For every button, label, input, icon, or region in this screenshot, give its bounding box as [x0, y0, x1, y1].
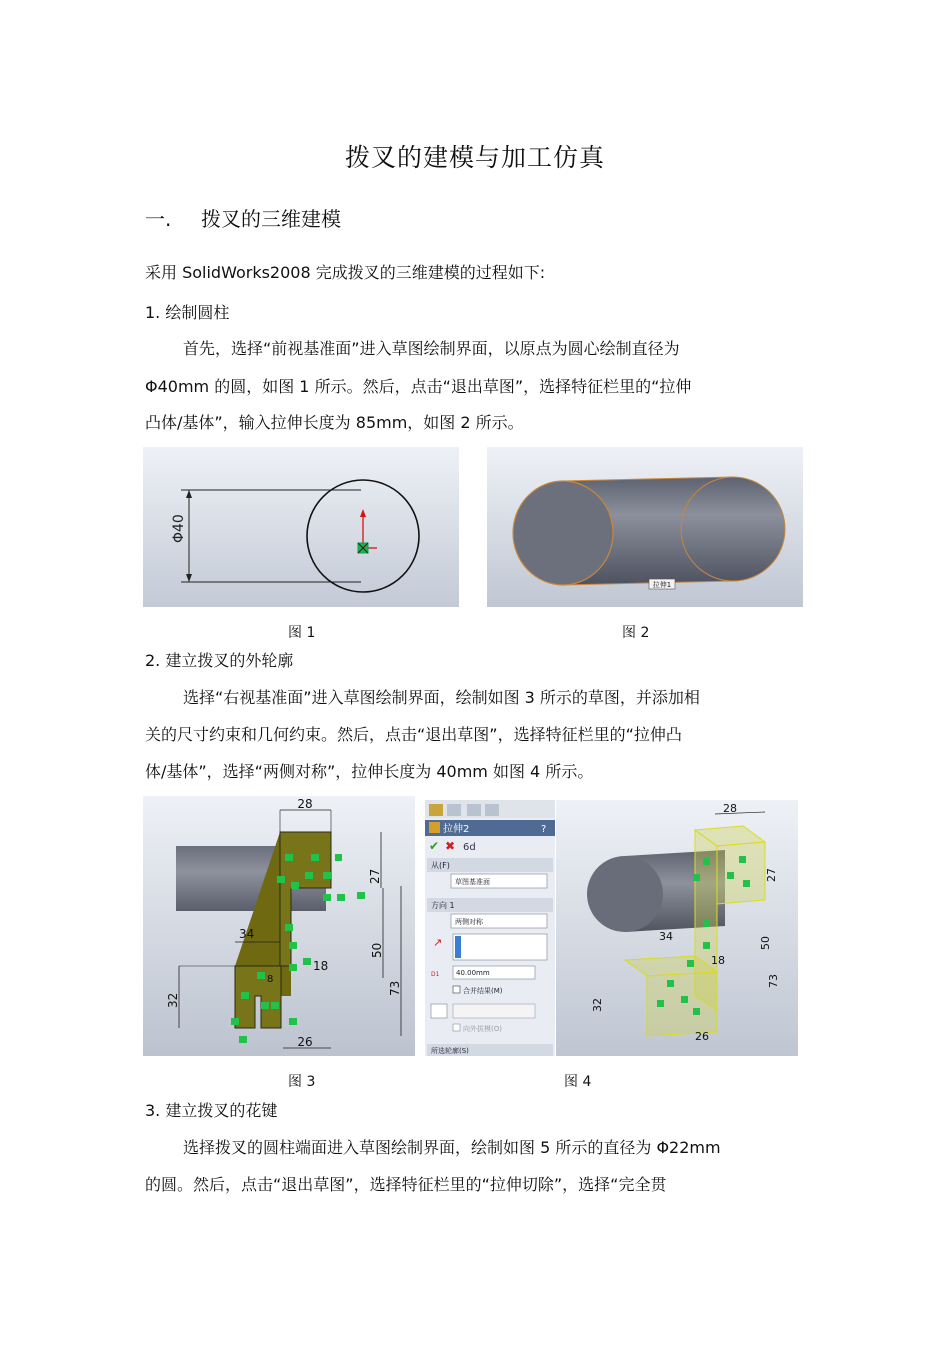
step1-heading: 1. 绘制圆柱 — [145, 303, 230, 322]
preview-icon[interactable]: 6d — [463, 842, 476, 853]
from-section-label: 从(F) — [431, 861, 450, 870]
section-heading — [145, 203, 341, 232]
step2-line: 体/基体”，选择“两侧对称”，拉伸长度为 40mm 如图 4 所示。 — [145, 762, 594, 781]
feature-tag: 拉伸1 — [652, 581, 672, 589]
panel-help: ? — [541, 824, 547, 835]
dim-low: 32 — [166, 992, 180, 1008]
dim-left: 34 — [239, 927, 255, 941]
section-title: 拨叉的三维建模 — [201, 207, 341, 231]
dim-total: 73 — [767, 974, 780, 988]
figure-3-outline-sketch — [143, 796, 415, 1056]
ok-check-icon[interactable]: ✔ — [429, 839, 440, 853]
merge-result-label: 合并结果(M) — [463, 987, 503, 995]
selected-contours-label: 所选轮廓(S) — [431, 1047, 469, 1055]
dim-top: 28 — [723, 802, 737, 815]
step1-line: Φ40mm 的圆，如图 1 所示。然后，点击“退出草图”，选择特征栏里的“拉伸 — [145, 377, 692, 396]
draft-outward-label: 向外拔模(O) — [463, 1025, 502, 1033]
dim-total: 73 — [388, 980, 402, 996]
from-select[interactable]: 草图基准面 — [455, 878, 490, 886]
figure-1-caption: 图 1 — [288, 625, 316, 641]
figure-2-caption: 图 2 — [622, 625, 650, 641]
dim-tall: 50 — [370, 942, 384, 958]
figure-4-caption: 图 4 — [564, 1074, 592, 1090]
dim-bottom: 26 — [695, 1030, 709, 1043]
dim-right-small: 27 — [765, 868, 778, 882]
dim-bottom: 26 — [297, 1035, 313, 1049]
step1-line: 凸体/基体”，输入拉伸长度为 85mm，如图 2 所示。 — [145, 413, 524, 432]
panel-feature-name: 拉伸2 — [443, 824, 470, 835]
dim-tall: 50 — [759, 936, 772, 950]
step1-line: 首先，选择“前视基准面”进入草图绘制界面，以原点为圆心绘制直径为 — [183, 339, 680, 358]
figure-4-extrude — [425, 800, 798, 1056]
cancel-x-icon[interactable]: ✖ — [445, 839, 456, 853]
dim-low: 32 — [591, 998, 604, 1012]
step3-line: 的圆。然后，点击“退出草图”，选择特征栏里的“拉伸切除”，选择“完全贯 — [145, 1175, 667, 1194]
step2-heading: 2. 建立拨叉的外轮廓 — [145, 651, 294, 670]
direction-select[interactable]: 两侧对称 — [455, 918, 483, 926]
intro-paragraph: 采用 SolidWorks2008 完成拨叉的三维建模的过程如下: — [145, 263, 546, 282]
dim-mid: 18 — [313, 959, 329, 973]
step2-line: 选择“右视基准面”进入草图绘制界面，绘制如图 3 所示的草图，并添加相 — [183, 688, 700, 707]
figure-2-cylinder — [487, 447, 803, 607]
section-number: 一. — [145, 207, 172, 231]
dim-left: 34 — [659, 930, 673, 943]
direction-section-label: 方向 1 — [431, 901, 455, 910]
dim-right-small: 27 — [368, 868, 382, 884]
depth-tag: D1 — [431, 971, 440, 978]
dim-mid: 18 — [711, 954, 725, 967]
page-title: 拨叉的建模与加工仿真 — [344, 143, 605, 172]
step3-heading: 3. 建立拨叉的花键 — [145, 1101, 278, 1120]
depth-input[interactable]: 40.00mm — [456, 969, 490, 977]
step3-line: 选择拨叉的圆柱端面进入草图绘制界面，绘制如图 5 所示的直径为 Φ22mm — [183, 1138, 721, 1157]
dim-top: 28 — [297, 797, 313, 811]
dim-eight: 8 — [267, 974, 274, 985]
diameter-dimension-label: Φ40 — [171, 514, 187, 543]
figure-1-sketch — [143, 447, 459, 607]
figure-3-caption: 图 3 — [288, 1074, 316, 1090]
direction-arrow-icon[interactable]: ↗ — [433, 936, 443, 949]
step2-line: 关的尺寸约束和几何约束。然后，点击“退出草图”，选择特征栏里的“拉伸凸 — [145, 725, 682, 744]
